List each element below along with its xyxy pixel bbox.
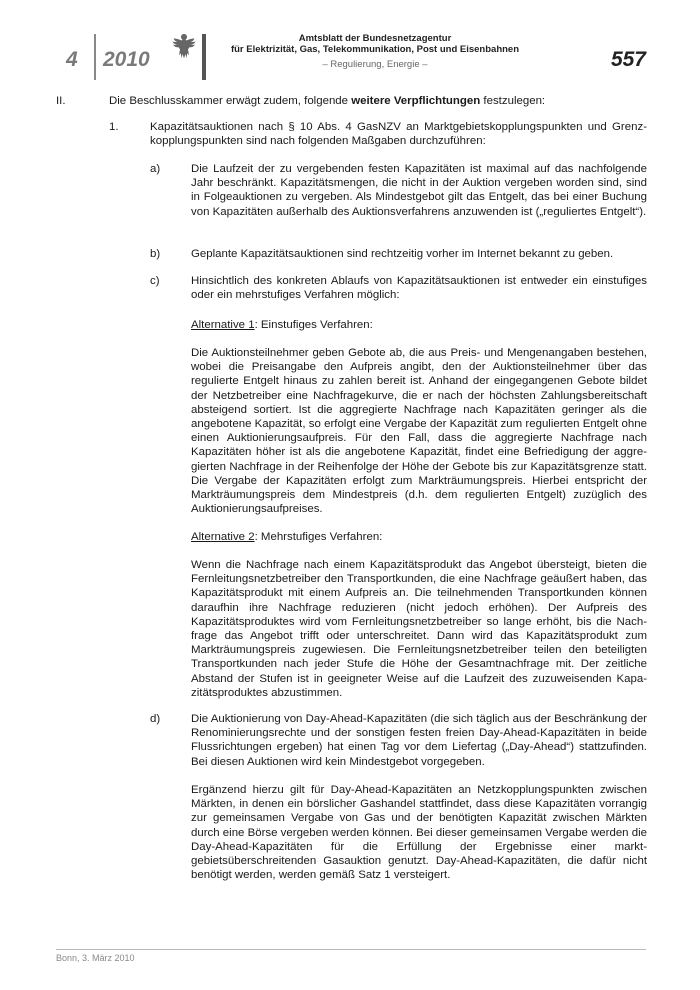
subitem-b-text: Geplante Kapazitätsauktionen sind rechtzeitig vorher im Internet bekannt zu geben. <box>191 248 614 260</box>
subitem-b-label: b) <box>150 248 161 260</box>
subitem-c-text: Hinsichtlich des konkreten Ablaufs von Kapazitätsauktionen ist entweder ein einstufiges oder ein mehrstufiges Verfahren möglich: <box>191 275 647 302</box>
subitem-d-text-2: Ergänzend hierzu gilt für Day-Ahead-Kapazitäten an Netzkopplungspunkten zwischen Märkten, in denen ein börslicher Gashandel stattfindet, dass diese Kapazitäten vorrangig zur gemeinsamen Vergabe von Gas und der benötigten Kapazität zwischen Märkten durch eine Börse vergeben werden können. Bei dieser gemeinsamen Vergabe werden die Day-Ahead-Kapazitäten für die Erfüllung der Ergebnisse einer marktgebietsüberschreitenden Gasauktion genutzt. Day-Ahead-Kapazitäten, die dafür nicht benötigt werden, werden gemäß Satz 1 versteigert. <box>191 784 647 882</box>
alternative-2-label: Alternative 2 <box>191 531 255 543</box>
subitem-a-text: Die Laufzeit der zu vergebenden festen Kapazitäten ist maximal auf das nachfolgende Jahr beschränkt. Kapazitätsmengen, die nicht in der Auktion vergeben worden sind, sind in Folgeauktionen zu vergeben. Als Mindestgebot gilt das Entgelt, das bei einer Buchung von Kapazitäten außerhalb des Auktionsverfahrens anzuwenden ist („reguliertes Entgelt“). <box>191 163 647 218</box>
publication-title <box>210 33 540 55</box>
issue-year: 2010 <box>103 48 150 71</box>
page-number: 557 <box>610 48 646 71</box>
footer-divider <box>56 949 646 950</box>
subitem-a-label: a) <box>150 163 161 175</box>
subitem-d-label: d) <box>150 713 161 725</box>
subitem-c-label: c) <box>150 275 160 287</box>
section-intro-bold: weitere Verpflichtungen <box>351 95 481 107</box>
item-text: Kapazitätsauktionen nach § 10 Abs. 4 GasNZV an Marktgebietskopplungspunkten und Grenzkopplungspunkten sind nach folgenden Maßgaben durchzuführen: <box>150 121 647 148</box>
section-number: II. <box>56 95 66 107</box>
alternative-1-heading <box>191 318 647 332</box>
alternative-1-label: Alternative 1 <box>191 319 255 331</box>
header-divider-thick <box>202 34 206 80</box>
publication-title-line2: für Elektrizität, Gas, Telekommunikation, Post und Eisenbahnen <box>230 44 520 55</box>
alternative-2-text: Wenn die Nachfrage nach einem Kapazitätsprodukt das Angebot übersteigt, bieten die Fernleitungsnetzbetreiber den Transportkunden, die eine Nachfrage geäußert haben, das Kapazitätsprodukt mit einem Aufpreis an. Die teilnehmenden Transportkunden können daraufhin ihre Nachfrage reduzieren (nicht jedoch erhöhen). Der Aufpreis des Kapazitätsproduktes wird vom Fernleitungsnetzbetreiber so lange erhöht, bis die Nachfrage das Angebot trifft oder unterschreitet. Dann wird das Kapazitätsprodukt zum Markträumungspreis zugewiesen. Die Fernleitungsnetzbetreiber teilen den beteiligten Transportkunden nach jeder Stufe die Höhe der Gesamtnachfrage mit. Der zeitliche Abstand der Stufen ist in geeigneter Weise auf die Laufzeit des zuzuweisenden Kapazitätsproduktes abzustimmen. <box>191 559 647 699</box>
alternative-2-title: : Mehrstufiges Verfahren: <box>254 531 383 543</box>
alternative-1-title: : Einstufiges Verfahren: <box>254 319 373 331</box>
section-intro <box>109 94 649 108</box>
issue-number: 4 <box>66 48 79 71</box>
subitem-d-text: Die Auktionierung von Day-Ahead-Kapazitäten (die sich täglich aus der Beschränkung der Renominierungsrechte und der sonstigen festen freien Day-Ahead-Kapazitäten in beide Flussrichtungen ergeben) hat einen Tag vor dem Liefertag („Day-Ahead“) stattzufinden. Bei diesen Auktionen wird kein Mindestgebot vorgegeben. <box>191 713 647 768</box>
alternative-2-heading <box>191 530 647 544</box>
section-intro-post: festzulegen: <box>480 95 546 107</box>
item-number: 1. <box>109 121 119 133</box>
alternative-1-text: Die Auktionsteilnehmer geben Gebote ab, die aus Preis- und Mengenangaben bestehen, wobei die Preisangabe den Aufpreis angibt, den der Auktionsteilnehmer über das regulierte Entgelt hinaus zu zahlen bereit ist. Anhand der eingegangenen Gebote bildet der Netzbetreiber eine Nachfragekurve, die er nach der höchsten Zahlungsbereitschaft absteigend sortiert. Ist die aggregierte Nachfrage nach Kapazitäten geringer als die angebotene Kapazität, so erfolgt eine Vergabe der Kapazität zum regulierten Entgelt ohne einen Auktionierungsaufpreis. Für den Fall, dass die aggregierte Nachfrage nach Kapazitäten höher ist als die angebotene Kapazität, findet eine Befriedigung der aggregierten Nachfrage in der Reihenfolge der Höhe der Gebote bis zur Kapazitätsgrenze statt. Die Vergabe der Kapazitäten erfolgt zum Markträumungspreis. Hierbei entspricht der Markträumungspreis dem Mindestpreis (d.h. dem regulierten Entgelt) zuzüglich des Auktionierungsaufpreises. <box>191 347 647 516</box>
publication-subtitle: – Regulierung, Energie – <box>322 59 428 70</box>
federal-eagle-icon <box>168 30 200 68</box>
section-intro-pre: Die Beschlusskammer erwägt zudem, folgende <box>109 95 352 107</box>
header-divider <box>94 34 96 80</box>
footer-date: Bonn, 3. März 2010 <box>56 953 135 963</box>
publication-title-line1: Amtsblatt der Bundesnetzagentur <box>298 33 452 44</box>
